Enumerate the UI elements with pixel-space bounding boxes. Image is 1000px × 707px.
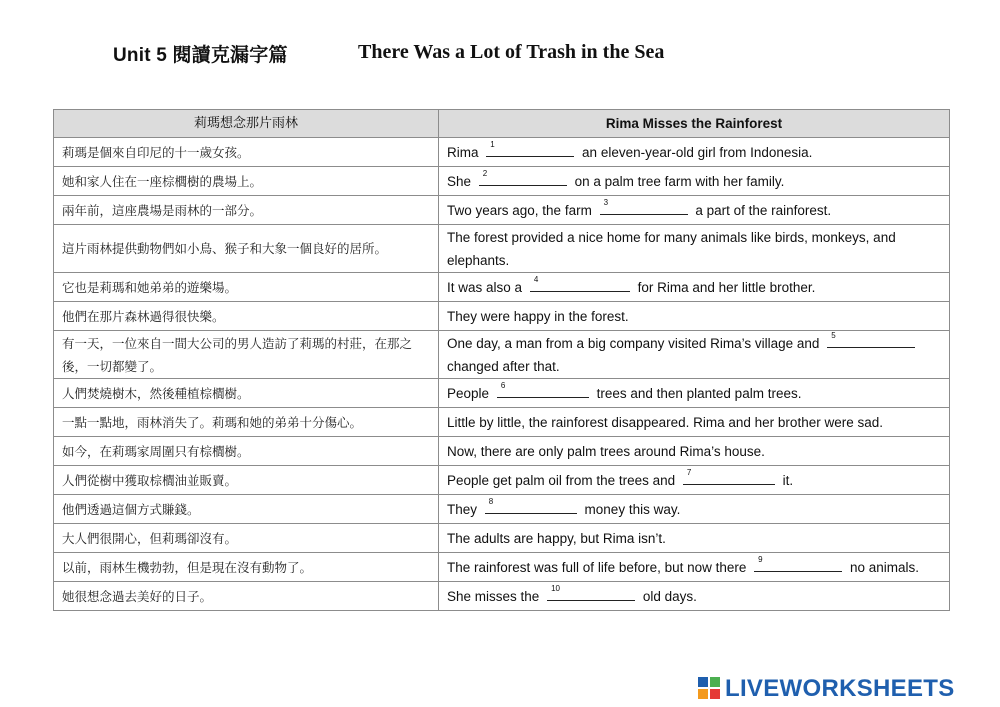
english-sentence: The forest provided a nice home for many animals like birds, monkeys, and elephants.	[439, 225, 950, 273]
sentence-text-after: a part of the rainforest.	[695, 202, 832, 218]
blank-number: 6	[500, 380, 506, 390]
chinese-sentence: 她很想念過去美好的日子。	[54, 582, 439, 611]
sentence-text-before: Two years ago, the farm	[447, 202, 592, 218]
english-sentence	[439, 273, 950, 302]
table-row	[54, 138, 950, 167]
liveworksheets-grid-icon	[698, 677, 720, 699]
logo-wordmark: LIVEWORKSHEETS	[725, 675, 955, 702]
chinese-sentence: 有一天，一位來自一間大公司的男人造訪了莉瑪的村莊，在那之後，一切都變了。	[54, 331, 439, 379]
table-row	[54, 466, 950, 495]
chinese-sentence: 人們從樹中獲取棕櫚油並販賣。	[54, 466, 439, 495]
sentence-text-before: People	[447, 385, 490, 401]
blank-number: 2	[482, 168, 488, 178]
blank-number: 3	[603, 197, 609, 207]
story-title: There Was a Lot of Trash in the Sea	[358, 41, 665, 63]
chinese-sentence: 大人們很開心，但莉瑪卻沒有。	[54, 524, 439, 553]
worksheet-header	[0, 40, 1000, 70]
sentence-text-after: money this way.	[584, 501, 681, 517]
chinese-sentence: 人們焚燒樹木，然後種植棕櫚樹。	[54, 379, 439, 408]
header-english-title: Rima Misses the Rainforest	[439, 110, 950, 138]
unit-title: Unit 5 閱讀克漏字篇	[113, 45, 288, 66]
chinese-sentence: 它也是莉瑪和她弟弟的遊樂場。	[54, 273, 439, 302]
answer-blank-7[interactable]	[683, 469, 775, 485]
sentence-text-after: it.	[782, 472, 794, 488]
sentence-text-before: They	[447, 501, 478, 517]
table-row	[54, 225, 950, 273]
answer-blank-1[interactable]	[486, 141, 574, 157]
blank-number: 10	[551, 583, 560, 593]
sentence-text-after: for Rima and her little brother.	[637, 279, 816, 295]
answer-blank-9[interactable]	[754, 556, 842, 572]
chinese-sentence: 以前，雨林生機勃勃，但是現在沒有動物了。	[54, 553, 439, 582]
blank-number: 4	[533, 274, 539, 284]
table-row	[54, 302, 950, 331]
cloze-table	[53, 109, 950, 611]
sentence-text-after: on a palm tree farm with her family.	[574, 173, 785, 189]
table-row	[54, 331, 950, 379]
answer-blank-5[interactable]	[827, 332, 915, 348]
sentence-text-before: Rima	[447, 144, 479, 160]
blank-number: 8	[488, 496, 494, 506]
sentence-text-before: The rainforest was full of life before, but now there	[447, 559, 747, 575]
sentence-text-before: She misses the	[447, 588, 540, 604]
table-row	[54, 437, 950, 466]
english-sentence: The adults are happy, but Rima isn’t.	[439, 524, 950, 553]
english-sentence	[439, 582, 950, 611]
english-sentence: Little by little, the rainforest disappeared. Rima and her brother were sad.	[439, 408, 950, 437]
answer-blank-2[interactable]	[479, 170, 567, 186]
blank-number: 1	[490, 139, 495, 149]
table-row	[54, 582, 950, 611]
table-row	[54, 273, 950, 302]
chinese-sentence: 如今，在莉瑪家周圍只有棕櫚樹。	[54, 437, 439, 466]
table-row	[54, 167, 950, 196]
blank-number: 9	[758, 554, 763, 564]
english-sentence	[439, 495, 950, 524]
sentence-text-after: an eleven-year-old girl from Indonesia.	[582, 144, 813, 160]
english-sentence	[439, 466, 950, 495]
chinese-sentence: 這片雨林提供動物們如小鳥、猴子和大象一個良好的居所。	[54, 225, 439, 273]
answer-blank-6[interactable]	[497, 382, 589, 398]
sentence-text-before: People get palm oil from the trees and	[447, 472, 676, 488]
table-row	[54, 495, 950, 524]
sentence-text-after: trees and then planted palm trees.	[596, 385, 802, 401]
english-sentence	[439, 379, 950, 408]
sentence-text-before: One day, a man from a big company visited Rima’s village and	[447, 335, 820, 351]
chinese-sentence: 兩年前，這座農場是雨林的一部分。	[54, 196, 439, 225]
english-sentence: Now, there are only palm trees around Rima’s house.	[439, 437, 950, 466]
header-chinese-title: 莉瑪想念那片雨林	[54, 110, 439, 138]
chinese-sentence: 他們在那片森林過得很快樂。	[54, 302, 439, 331]
answer-blank-3[interactable]	[600, 199, 688, 215]
chinese-sentence: 莉瑪是個來自印尼的十一歲女孩。	[54, 138, 439, 167]
table-row	[54, 408, 950, 437]
english-sentence	[439, 196, 950, 225]
table-row	[54, 553, 950, 582]
english-sentence	[439, 167, 950, 196]
table-row	[54, 524, 950, 553]
sentence-text-before: She	[447, 173, 472, 189]
answer-blank-8[interactable]	[485, 498, 577, 514]
sentence-text-after: old days.	[642, 588, 697, 604]
sentence-text-after: no animals.	[849, 559, 919, 575]
chinese-sentence: 她和家人住在一座棕櫚樹的農場上。	[54, 167, 439, 196]
english-sentence	[439, 138, 950, 167]
chinese-sentence: 一點一點地，雨林消失了。莉瑪和她的弟弟十分傷心。	[54, 408, 439, 437]
liveworksheets-logo	[698, 675, 998, 703]
answer-blank-4[interactable]	[530, 276, 630, 292]
blank-number: 7	[686, 467, 692, 477]
english-sentence	[439, 553, 950, 582]
table-row	[54, 196, 950, 225]
answer-blank-10[interactable]	[547, 585, 635, 601]
chinese-sentence: 他們透過這個方式賺錢。	[54, 495, 439, 524]
english-sentence	[439, 331, 950, 379]
sentence-text-before: It was also a	[447, 279, 523, 295]
sentence-text-after: changed after that.	[447, 358, 560, 374]
english-sentence: They were happy in the forest.	[439, 302, 950, 331]
table-row	[54, 379, 950, 408]
blank-number: 5	[831, 330, 836, 340]
